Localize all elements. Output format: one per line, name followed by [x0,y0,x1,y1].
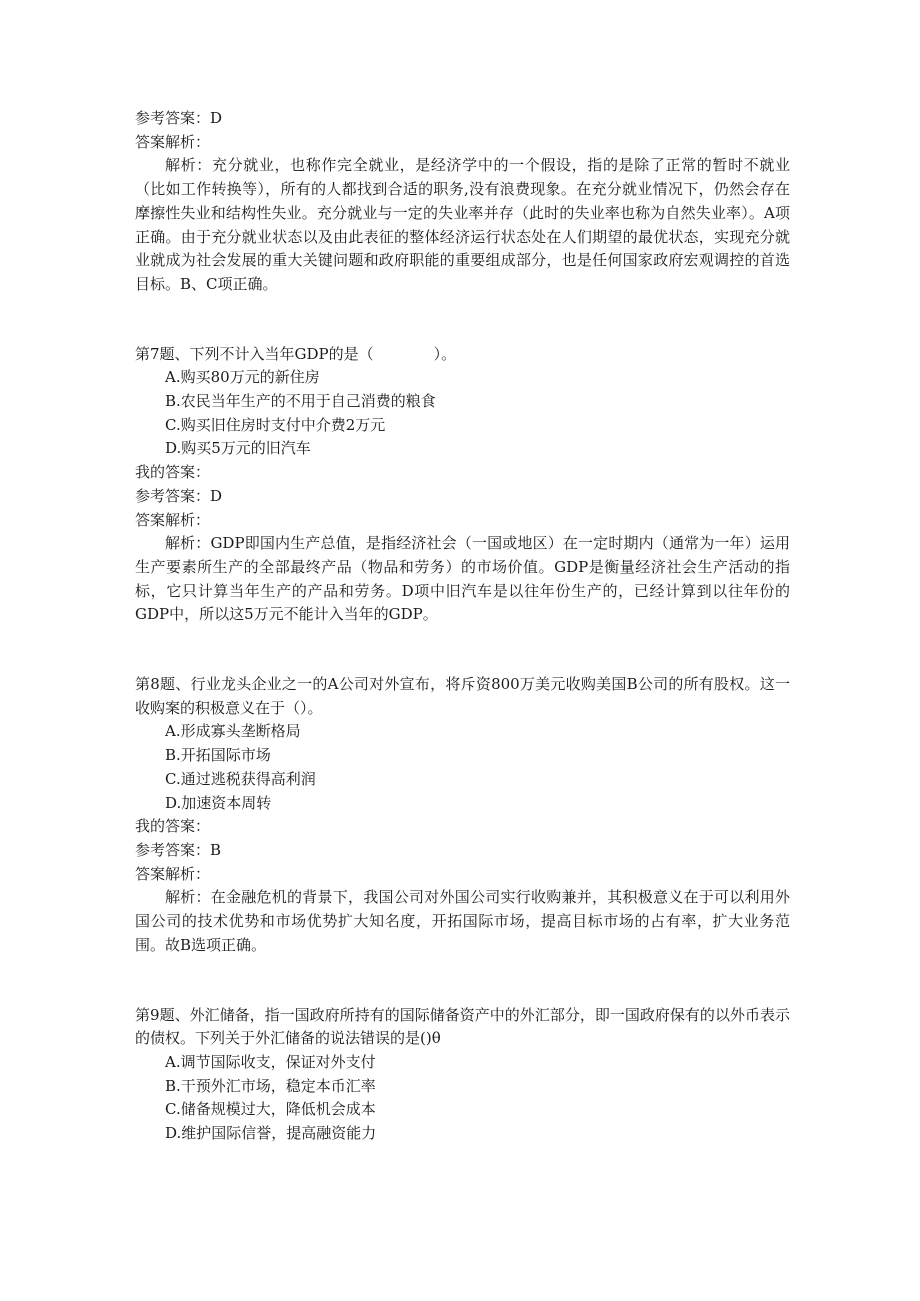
option-d: D.维护国际信誉，提高融资能力 [165,1124,377,1143]
spacer [135,627,790,673]
option-b: B.农民当年生产的不用于自己消费的粮食 [165,392,436,411]
option-d: D.加速资本周转 [165,793,272,812]
explanation-text: 解析：充分就业，也称作完全就业，是经济学中的一个假设，指的是除了正常的暂时不就业（比如工作转换等），所有的人都找到合适的职务,没有浪费现象。在充分就业情况下，仍然会存在摩擦性失业和结构性失业。充分就业与一定的失业率并存（此时的失业率也称为自然失业率）。A项正确。由于充分就业状态以及由此表征的整体经济运行状态处在人们期望的最优状态，实现充分就业就成为社会发展的重大关键问题和政府职能的重要组成部分，也是任何国家政府宏观调控的首选目标。B、C项正确。 [135,156,790,293]
option-c: C.购买旧住房时支付中介费2万元 [165,415,386,434]
option-b: B.干预外汇市场，稳定本币汇率 [165,1076,376,1095]
reference-answer: 参考答案：D [135,486,223,505]
question-stem: 第7题、下列不计入当年GDP的是（ ）。 [135,344,457,363]
spacer [135,958,790,1004]
question-block-8 [135,673,790,957]
option-a: A.购买80万元的新住房 [165,368,320,387]
question-stem: 第8题、行业龙头企业之一的A公司对外宣布，将斥资800万美元收购美国B公司的所有股权。这一收购案的积极意义在于（）。 [135,675,790,717]
my-answer: 我的答案： [135,463,211,482]
explanation-label: 答案解析： [135,864,211,883]
document-page [135,107,790,1146]
option-a: A.调节国际收支，保证对外支付 [165,1052,376,1071]
question-block-9 [135,1004,790,1146]
explanation-label: 答案解析： [135,510,211,529]
my-answer: 我的答案： [135,817,211,836]
explanation-text: 解析：GDP即国内生产总值，是指经济社会（一国或地区）在一定时期内（通常为一年）运用生产要素所生产的全部最终产品（物品和劳务）的市场价值。GDP是衡量经济社会生产活动的指标，它只计算当年生产的产品和劳务。D项中旧汽车是以往年份生产的，已经计算到以往年份的GDP中，所以这5万元不能计入当年的GDP。 [135,534,790,624]
spacer [135,297,790,343]
option-c: C.储备规模过大，降低机会成本 [165,1100,376,1119]
explanation-label: 答案解析： [135,132,211,151]
option-d: D.购买5万元的旧汽车 [165,439,311,458]
option-a: A.形成寡头垄断格局 [165,722,301,741]
prev-question-tail [135,107,790,297]
option-c: C.通过逃税获得高利润 [165,769,316,788]
option-b: B.开拓国际市场 [165,746,271,765]
explanation-text: 解析：在金融危机的背景下，我国公司对外国公司实行收购兼并，其积极意义在于可以利用外国公司的技术优势和市场优势扩大知名度，开拓国际市场，提高目标市场的占有率，扩大业务范围。故B选项正确。 [135,888,790,954]
question-stem: 第9题、外汇储备，指一国政府所持有的国际储备资产中的外汇部分，即一国政府保有的以外币表示的债权。下列关于外汇储备的说法错误的是()θ [135,1005,790,1048]
reference-answer: 参考答案：D [135,109,223,127]
question-block-7 [135,343,790,627]
reference-answer: 参考答案：B [135,840,222,859]
